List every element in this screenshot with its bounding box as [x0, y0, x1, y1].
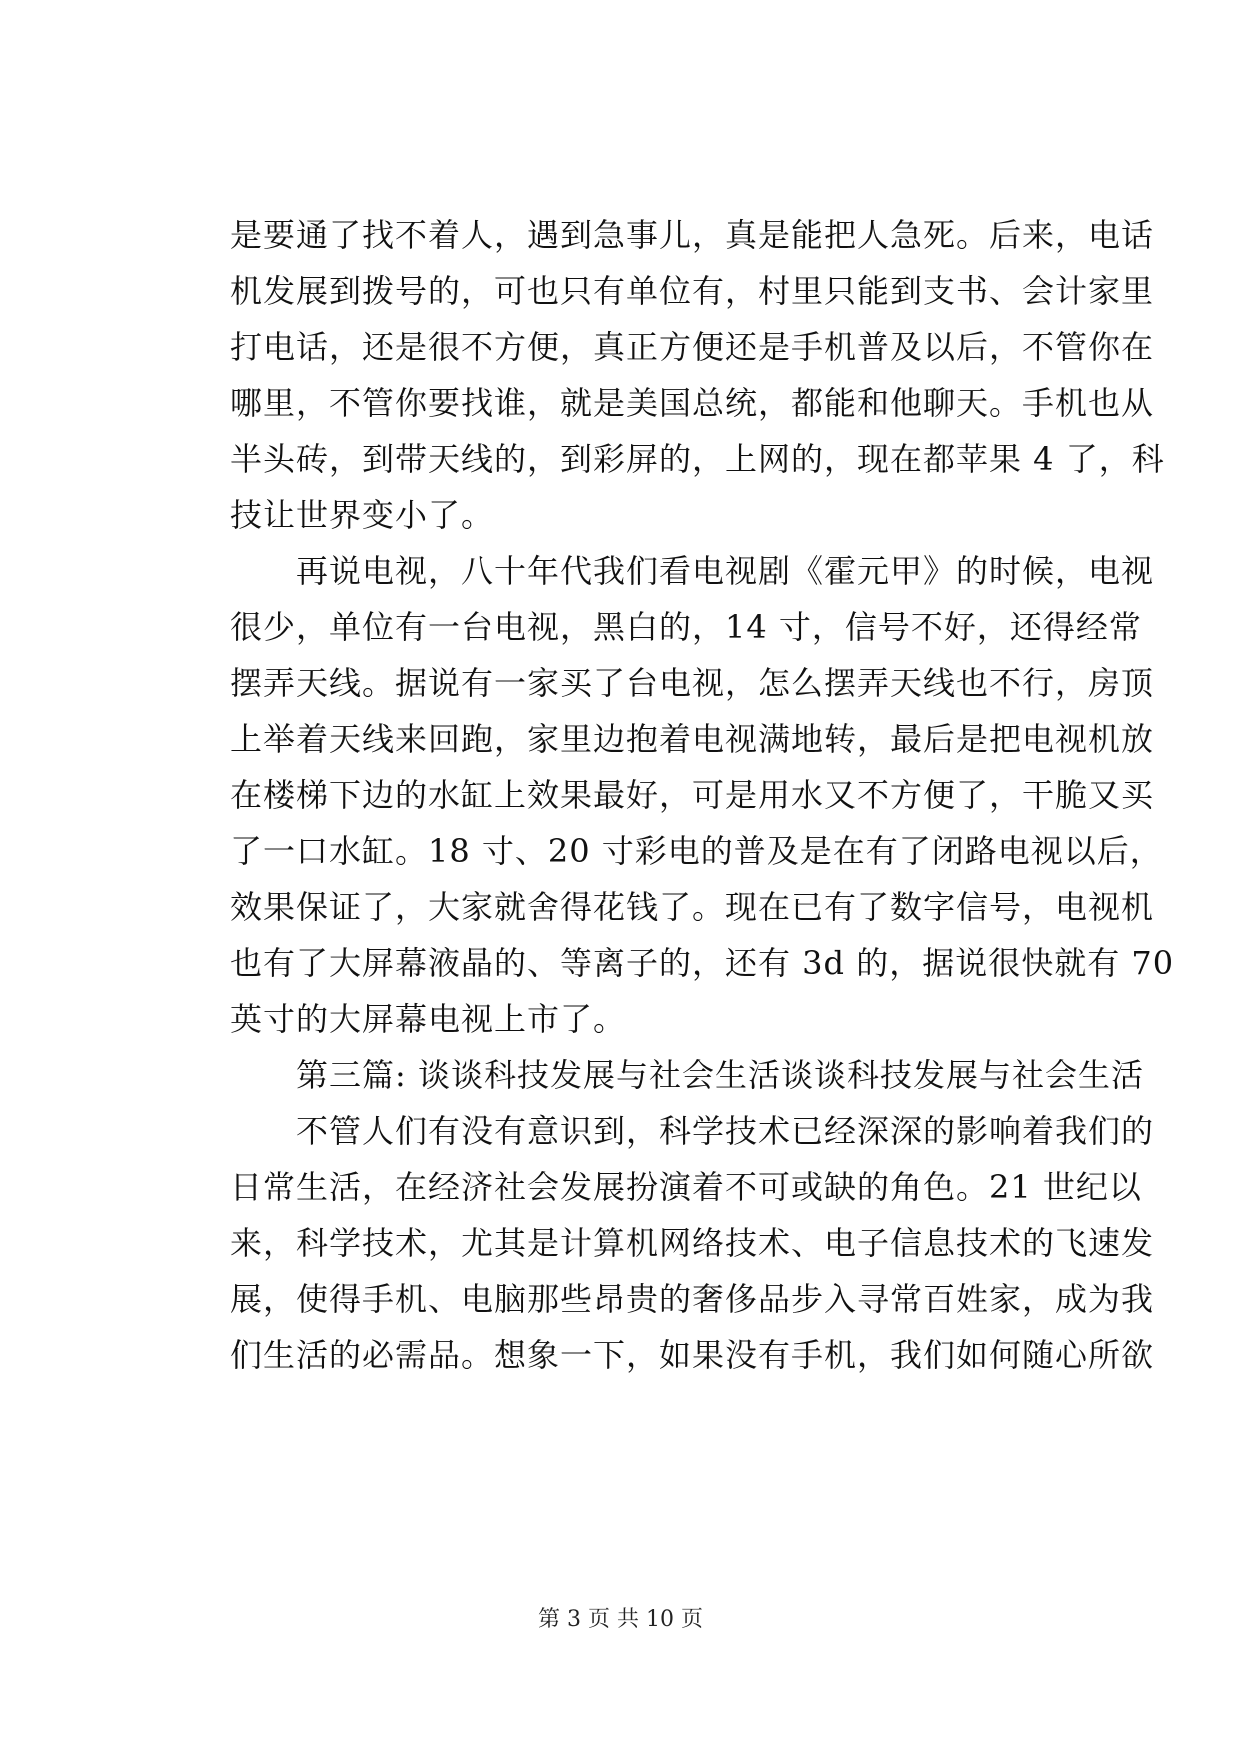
text-line: 在楼梯下边的水缸上效果最好，可是用水又不方便了，干脆又买: [230, 776, 1155, 814]
text-line: 展，使得手机、电脑那些昂贵的奢侈品步入寻常百姓家，成为我: [230, 1280, 1155, 1318]
text-line: 是要通了找不着人，遇到急事儿，真是能把人急死。后来，电话: [230, 216, 1155, 254]
paragraph-first-line: 不管人们有没有意识到，科学技术已经深深的影响着我们的: [296, 1112, 1155, 1150]
text-line: 哪里，不管你要找谁，就是美国总统，都能和他聊天。手机也从: [230, 384, 1155, 422]
text-line: 也有了大屏幕液晶的、等离子的，还有 3d 的，据说很快就有 70: [230, 944, 1175, 982]
text-line: 们生活的必需品。想象一下，如果没有手机，我们如何随心所欲: [230, 1336, 1155, 1374]
text-line: 英寸的大屏幕电视上市了。: [230, 1000, 627, 1038]
text-line: 摆弄天线。据说有一家买了台电视，怎么摆弄天线也不行，房顶: [230, 664, 1155, 702]
text-line: 来，科学技术，尤其是计算机网络技术、电子信息技术的飞速发: [230, 1224, 1155, 1262]
text-line: 了一口水缸。18 寸、20 寸彩电的普及是在有了闭路电视以后，: [230, 832, 1163, 870]
text-line: 上举着天线来回跑，家里边抱着电视满地转，最后是把电视机放: [230, 720, 1155, 758]
text-line: 机发展到拨号的，可也只有单位有，村里只能到支书、会计家里: [230, 272, 1155, 310]
text-line: 技让世界变小了。: [230, 496, 495, 534]
page-number-footer: 第 3 页 共 10 页: [538, 1607, 703, 1632]
text-line: 半头砖，到带天线的，到彩屏的，上网的，现在都苹果 4 了，科: [230, 440, 1165, 478]
section-heading: 第三篇: 谈谈科技发展与社会生活谈谈科技发展与社会生活: [296, 1056, 1144, 1094]
text-line: 很少，单位有一台电视，黑白的，14 寸，信号不好，还得经常: [230, 608, 1142, 646]
text-line: 效果保证了，大家就舍得花钱了。现在已有了数字信号，电视机: [230, 888, 1155, 926]
text-line: 打电话，还是很不方便，真正方便还是手机普及以后，不管你在: [230, 328, 1155, 366]
text-line: 日常生活，在经济社会发展扮演着不可或缺的角色。21 世纪以: [230, 1168, 1142, 1206]
paragraph-first-line: 再说电视，八十年代我们看电视剧《霍元甲》的时候，电视: [296, 552, 1155, 590]
